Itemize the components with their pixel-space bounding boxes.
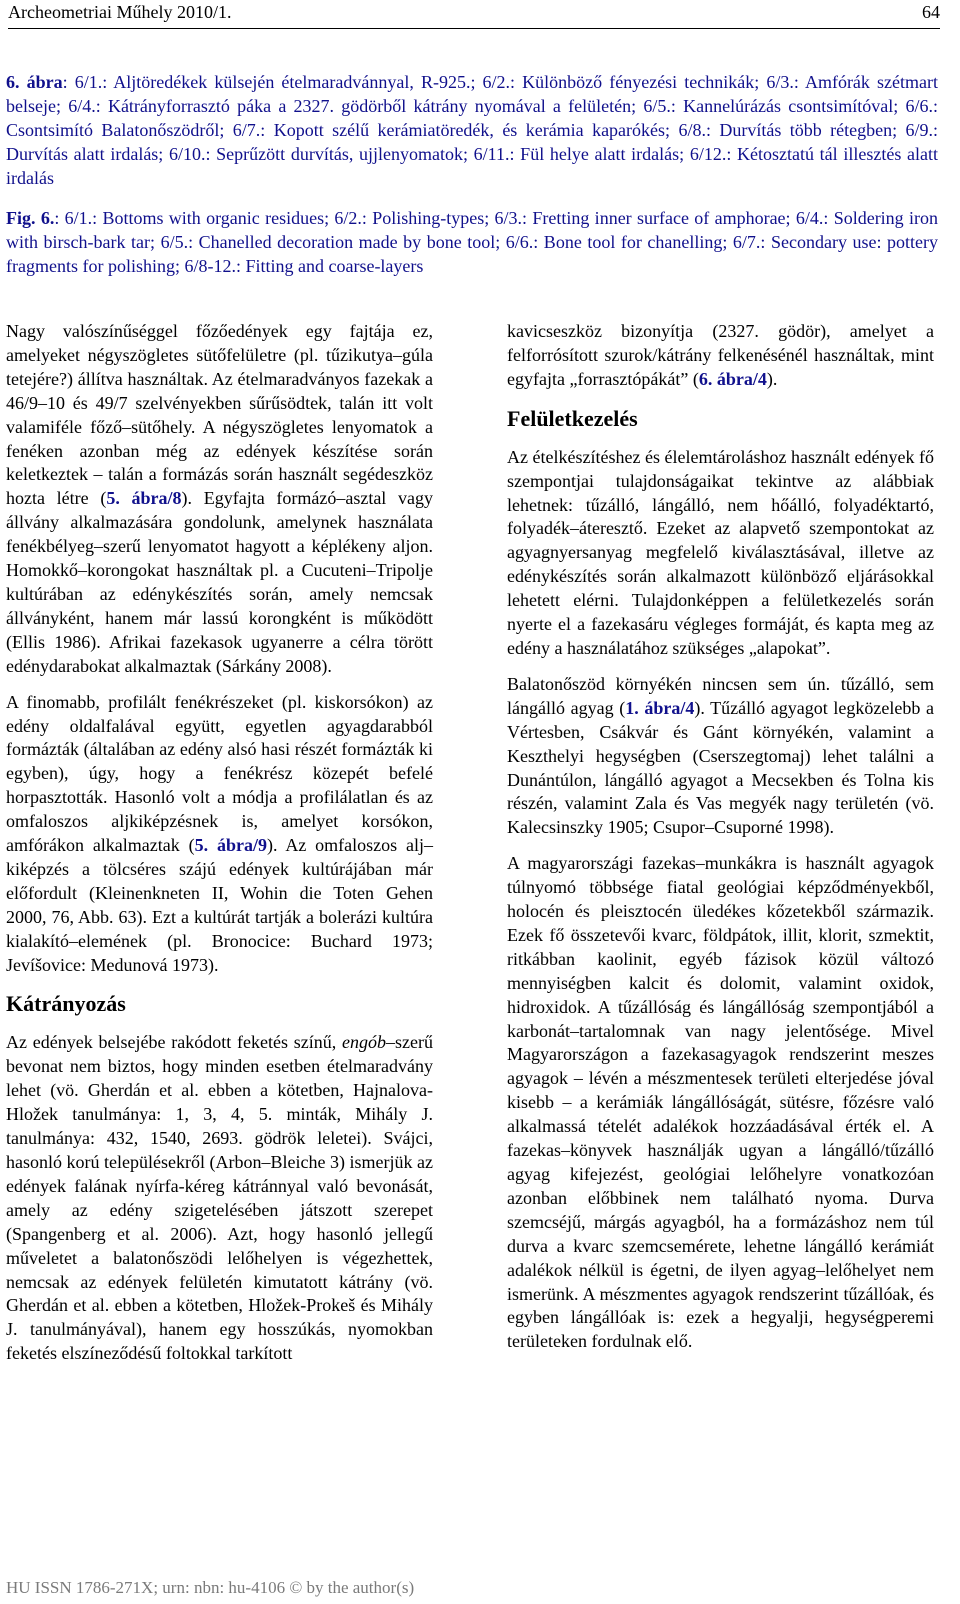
- figure-caption-hungarian: [6, 70, 938, 190]
- page-number: 64: [922, 2, 940, 22]
- caption-text-en: : 6/1.: Bottoms with organic residues; 6/2.: Polishing-types; 6/3.: Fretting inner surface of amphorae; 6/4.: Soldering iron with birsch-bark tar; 6/5.: Chanelled decoration made by bone tool; 6/6.: Bone tool for chanelling; 6/7.: Secondary use: pottery fragments for polishing; 6/8-12.: Fitting and coarse-layers: [6, 208, 939, 276]
- figure-reference: 6. ábra/4: [698, 368, 767, 389]
- caption-label-en: Fig. 6.: [6, 208, 55, 228]
- paragraph: A finomabb, profilált fenékrészeket (pl. kiskorsókon) az edény oldalfalával együtt, egyetlen agyagdarabból formázták (általában az edény alsó hasi részét formázták ki egyben), úgy, hogy a fenékrész közepét befelé horpasztották. Hasonló volt a módja a profilálatlan és az omfaloszos aljkiképzésnek is, amelyet korsókon, amfórákon alkalmaztak (5. ábra/9). Az omfaloszos alj–kiképzés a tölcséres szájú edények kultúrájában már előfordult (Kleinenkneten II, Wohin die Toten Gehen 2000, 76, Abb. 63). Ezt a kultúrát tartják a bolerázi kultúra kialakító–elemének (pl. Bronocice: Buchard 1973; Jevíšovice: Medunová 1973).: [6, 691, 433, 975]
- figure-reference: 1. ábra/4: [625, 697, 695, 718]
- caption-text-hu: : 6/1.: Aljtöredékek külsején ételmaradvánnyal, R-925.; 6/2.: Különböző fényezési technikák; 6/3.: Amfórák szétmart belseje; 6/4.: Kátrányforrasztó páka a 2327. gödörből kátrány nyomával a felületén; 6/5.: Kannelúrázás csontsimítóval; 6/6.: Csontsimító Balatonőszödről; 6/7.: Kopott szélű kerámiatöredék, és kerámia kaparókés; 6/8.: Durvítás több rétegben; 6/9.: Durvítás alatt irdalás; 6/10.: Seprűzött durvítás, ujjlenyomatok; 6/11.: Fül helye alatt irdalás; 6/12.: Kétosztatú tál illesztés alatt irdalás: [6, 72, 938, 188]
- section-heading-feluletkezeles: Felületkezelés: [507, 405, 638, 431]
- right-text-column: [507, 320, 934, 1366]
- paragraph: Nagy valószínűséggel főzőedények egy fajtája ez, amelyeket négyszögletes sütőfelületre (pl. tűzikutya–gúla tetejére?) állítva használtak. Az ételmaradványos fazekak a 46/9–10 és 49/7 szelvényekben sűrűsödtek, talán itt volt valamiféle főző–sütőhely. A négyszögletes lenyomatok a fenéken azonban még az edények készítése során keletkeztek – talán a formázás során használt segédeszköz hozta létre (5. ábra/8). Egyfajta formázó–asztal vagy állvány alkalmazására gondolunk, amelynek használata fenékbélyeg–szerű lenyomatot hagyott a képlékeny aljon. Homokkő–korongokat használtak pl. a Cucuteni–Tripolje kultúrában az edénykészítés során, amely nemcsak állványként, hanem már lassú korongként is működött (Ellis 1986). Afrikai fazekasok ugyanerre a célra törött edénydarabokat alkalmaztak (Sárkány 2008).: [6, 321, 433, 676]
- left-text-column: [6, 320, 433, 1378]
- figure-reference: 5. ábra/9: [194, 835, 267, 856]
- paragraph: Balatonőszöd környékén nincsen sem ún. tűzálló, sem lángálló agyag (1. ábra/4). Tűzálló agyagot legközelebb a Vértesben, Csákvár és Gánt környékén, valamint a Keszthelyi hegységben (Cserszegtomaj) lehet találni a Dunántúlon, lángálló agyagot a Mecsekben és Tolna kis részén, valamint Zala és Vas megyék nagy területén (vö. Kalecsinszky 1905; Csupor–Csuporné 1998).: [507, 673, 934, 838]
- figure-reference: 5. ábra/8: [106, 488, 182, 509]
- paragraph: A magyarországi fazekas–munkákra is használt agyagok túlnyomó többsége fiatal geológiai képződményekből, holocén és pleisztocén üledékes kőzetekből származik. Ezek fő összetevői kvarc, földpátok, illit, klorit, szmektit, ritkábban kaolinit, egyéb fázisok közül változó mennyiségben kalcit és dolomit, valamint oxidok, hidroxidok. A tűzállóság és lángállóság szempontjából a karbonát–tartalomnak van nagy jelentősége. Mivel Magyarországon a fazekasagyagok rendszerint meszes agyagok – lévén a mészmentesek területi elterjedése jóval kisebb – a kerámiák lángállóságát, sütésre, főzésre való alkalmassá tételét adalékok hozzáadásával érték el. A fazekas–könyvek használják ugyan a lángálló/tűzálló agyag kifejezést, geológiai lelőhelyre vonatkozóan azonban előbbinek nem található nyoma. Durva szemcséjű, márgás agyagból, ha a formázáshoz nem túl durva a kvarc szemcsemérete, lehetne lángálló kerámiát adalékok nélkül is égetni, de ilyen agyag–lelőhelyet nem ismerünk. A mészmentes agyagok rendszerint tűzállóak, és egyben lángállóak is: ezek a hegyalji, hegységperemi területeken fordulnak elő.: [507, 853, 934, 1352]
- paragraph: kavicseszköz bizonyítja (2327. gödör), amelyet a felforrósított szurok/kátrány felkenésénél használtak, mint egyfajta „forrasztópákát” (6. ábra/4).: [507, 321, 934, 389]
- paragraph: Az edények belsejébe rakódott feketés színű, engób–szerű bevonat nem biztos, hogy minden esetben ételmaradvány lehet (vö. Gherdán et al. ebben a kötetben, Hajnalova-Hložek tanulmánya: 1, 3, 4, 5. minták, Mihály J. tanulmánya: 432, 1540, 2693. gödrök leletei). Svájci, hasonló korú településekről (Arbon–Bleiche 3) ismerjük az edények falának nyírfa-kéreg kátránnyal való bevonását, amely az edény szigetelésében játszott szerepet (Spangenberg et al. 2006). Azt, hogy hasonló jellegű műveletet a balatonőszödi lelőhelyen is végezhettek, nemcsak az edények felületén kimutatott kátrány (vö. Gherdán et al. ebben a kötetben, Hložek-Prokeš és Mihály J. tanulmányával), hanem egy hosszúkás, nyomokban feketés elszíneződésű foltokkal tarkított: [6, 1032, 433, 1364]
- journal-title: Archeometriai Műhely 2010/1.: [8, 2, 232, 22]
- issn-footer: HU ISSN 1786-271X; urn: nbn: hu-4106 © by the author(s): [6, 1578, 415, 1597]
- paragraph: Az ételkészítéshez és élelemtároláshoz használt edények fő szempontjai tulajdonságaikat tekintve az alábbiak lehetnek: tűzálló, lángálló, nem hőálló, folyadéktartó, folyadék–áteresztő. Ezeket az alapvető szempontokat az agyagnyersanyag megfelelő kiválasztásával, illetve az edénykészítés során alkalmazott különböző eljárásokkal lehetett elérni. Tulajdonképpen a felületkezelés során nyerte el a fazekasáru végleges formáját, és kapta meg az edény a használatához szükséges „alapokat”.: [507, 446, 934, 658]
- caption-label-hu: 6. ábra: [6, 72, 63, 92]
- section-heading-katranyozas: Kátrányozás: [6, 991, 126, 1017]
- figure-caption-english: [6, 206, 938, 278]
- running-header: [8, 2, 940, 29]
